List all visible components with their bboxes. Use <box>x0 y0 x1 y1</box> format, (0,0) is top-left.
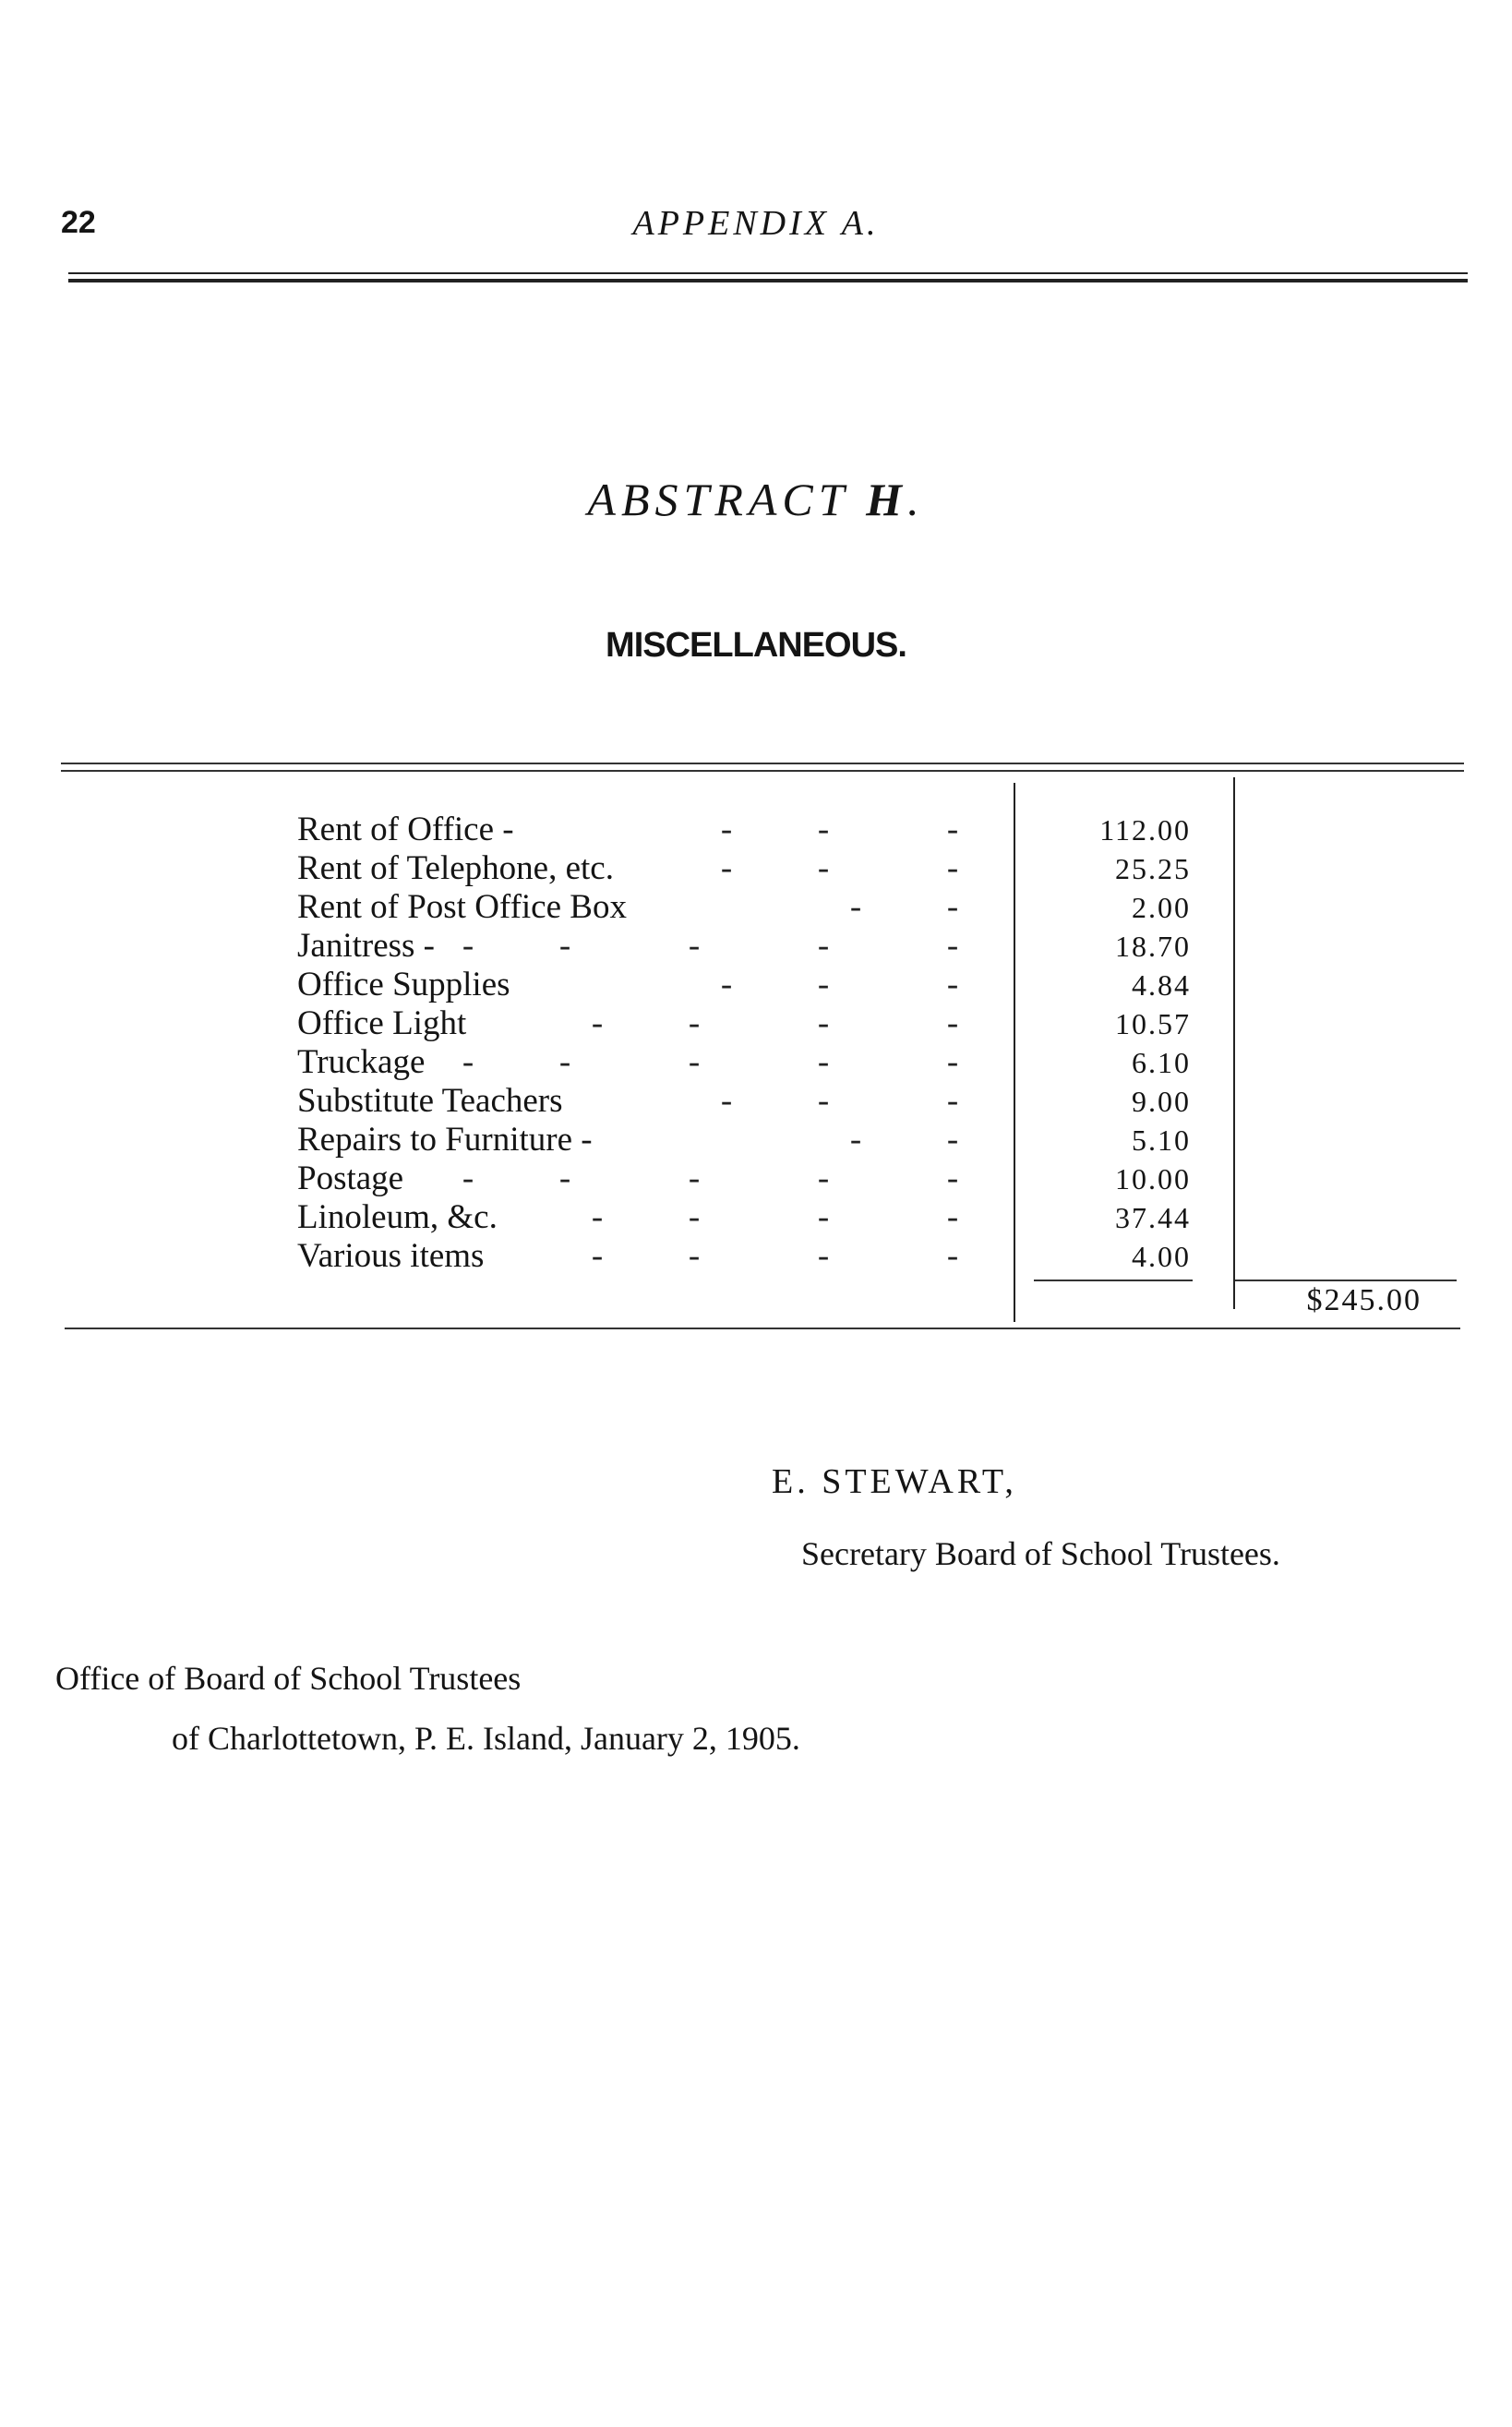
item-label: Office Supplies <box>297 966 510 1003</box>
list-item <box>297 1121 1017 1159</box>
page-number: 22 <box>61 205 96 240</box>
list-item <box>297 927 1017 966</box>
item-amount: 37.44 <box>1115 1201 1191 1234</box>
header-rule-thin <box>68 272 1468 274</box>
office-address-line-1: Office of Board of School Trustees <box>55 1660 522 1697</box>
item-label: Office Light <box>297 1004 467 1042</box>
leader-dots: - - - - - <box>462 1043 959 1081</box>
item-list <box>297 811 1017 1276</box>
item-label: Rent of Office - <box>297 811 514 848</box>
item-amount: 4.00 <box>1132 1240 1191 1273</box>
leader-dots: - - - - - <box>462 1159 959 1197</box>
table-top-rule-1 <box>61 763 1464 764</box>
list-item <box>297 966 1017 1004</box>
office-address-line-2: of Charlottetown, P. E. Island, January 2, 1905. <box>172 1720 800 1757</box>
list-item <box>297 1198 1017 1237</box>
item-amount: 10.57 <box>1115 1007 1191 1040</box>
list-item <box>297 1159 1017 1198</box>
item-amount: 18.70 <box>1115 930 1191 963</box>
total-amount: $245.00 <box>1306 1283 1422 1317</box>
table-top-rule-2 <box>61 770 1464 772</box>
item-label: Repairs to Furniture - <box>297 1121 593 1159</box>
item-amount: 10.00 <box>1115 1162 1191 1195</box>
item-amount: 6.10 <box>1132 1046 1191 1079</box>
leader-dots: - - - <box>720 811 959 848</box>
leader-dots: - - - - - <box>462 927 959 965</box>
leader-dots: - - - - <box>591 1198 959 1236</box>
item-amount: 112.00 <box>1099 813 1191 847</box>
list-item <box>297 1043 1017 1082</box>
list-item <box>297 1082 1017 1121</box>
abstract-title-prefix: ABSTRACT <box>587 474 849 525</box>
subtotal-rule <box>1034 1280 1193 1281</box>
item-amount: 25.25 <box>1115 852 1191 885</box>
item-amount: 4.84 <box>1132 968 1191 1002</box>
item-label: Linoleum, &c. <box>297 1198 498 1236</box>
list-item <box>297 888 1017 927</box>
item-amount: 2.00 <box>1132 891 1191 924</box>
item-label: Truckage <box>297 1043 426 1081</box>
header-rule-thick <box>68 279 1468 282</box>
amount-column-right-line <box>1233 777 1235 1309</box>
abstract-title-suffix: . <box>907 474 925 525</box>
amount-column <box>1034 811 1191 1276</box>
leader-dots: - - - <box>720 966 959 1003</box>
list-item <box>297 1004 1017 1043</box>
item-amount: 5.10 <box>1132 1123 1191 1157</box>
signer-title: Secretary Board of School Trustees. <box>801 1535 1280 1572</box>
total-rule <box>1235 1280 1457 1281</box>
item-label: Various items <box>297 1237 485 1275</box>
abstract-title-letter: H <box>866 474 908 525</box>
list-item <box>297 1237 1017 1276</box>
item-amount: 9.00 <box>1132 1085 1191 1118</box>
running-head: APPENDIX A. <box>632 204 880 243</box>
item-label: Janitress - <box>297 927 435 965</box>
signer-name: E. STEWART, <box>772 1462 1017 1501</box>
item-label: Postage <box>297 1159 404 1197</box>
abstract-title <box>0 473 1512 526</box>
item-label: Substitute Teachers <box>297 1082 563 1120</box>
item-label: Rent of Post Office Box <box>297 888 627 926</box>
leader-dots: - - - - <box>591 1004 959 1042</box>
list-item <box>297 849 1017 888</box>
leader-dots: - - - <box>720 1082 959 1120</box>
section-title: MISCELLANEOUS. <box>606 626 906 665</box>
table-bottom-rule <box>65 1328 1460 1329</box>
leader-dots: - - <box>849 1121 959 1159</box>
leader-dots: - - <box>849 888 959 926</box>
leader-dots: - - - <box>720 849 959 887</box>
list-item <box>297 811 1017 849</box>
item-label: Rent of Telephone, etc. <box>297 849 614 887</box>
leader-dots: - - - - <box>591 1237 959 1275</box>
